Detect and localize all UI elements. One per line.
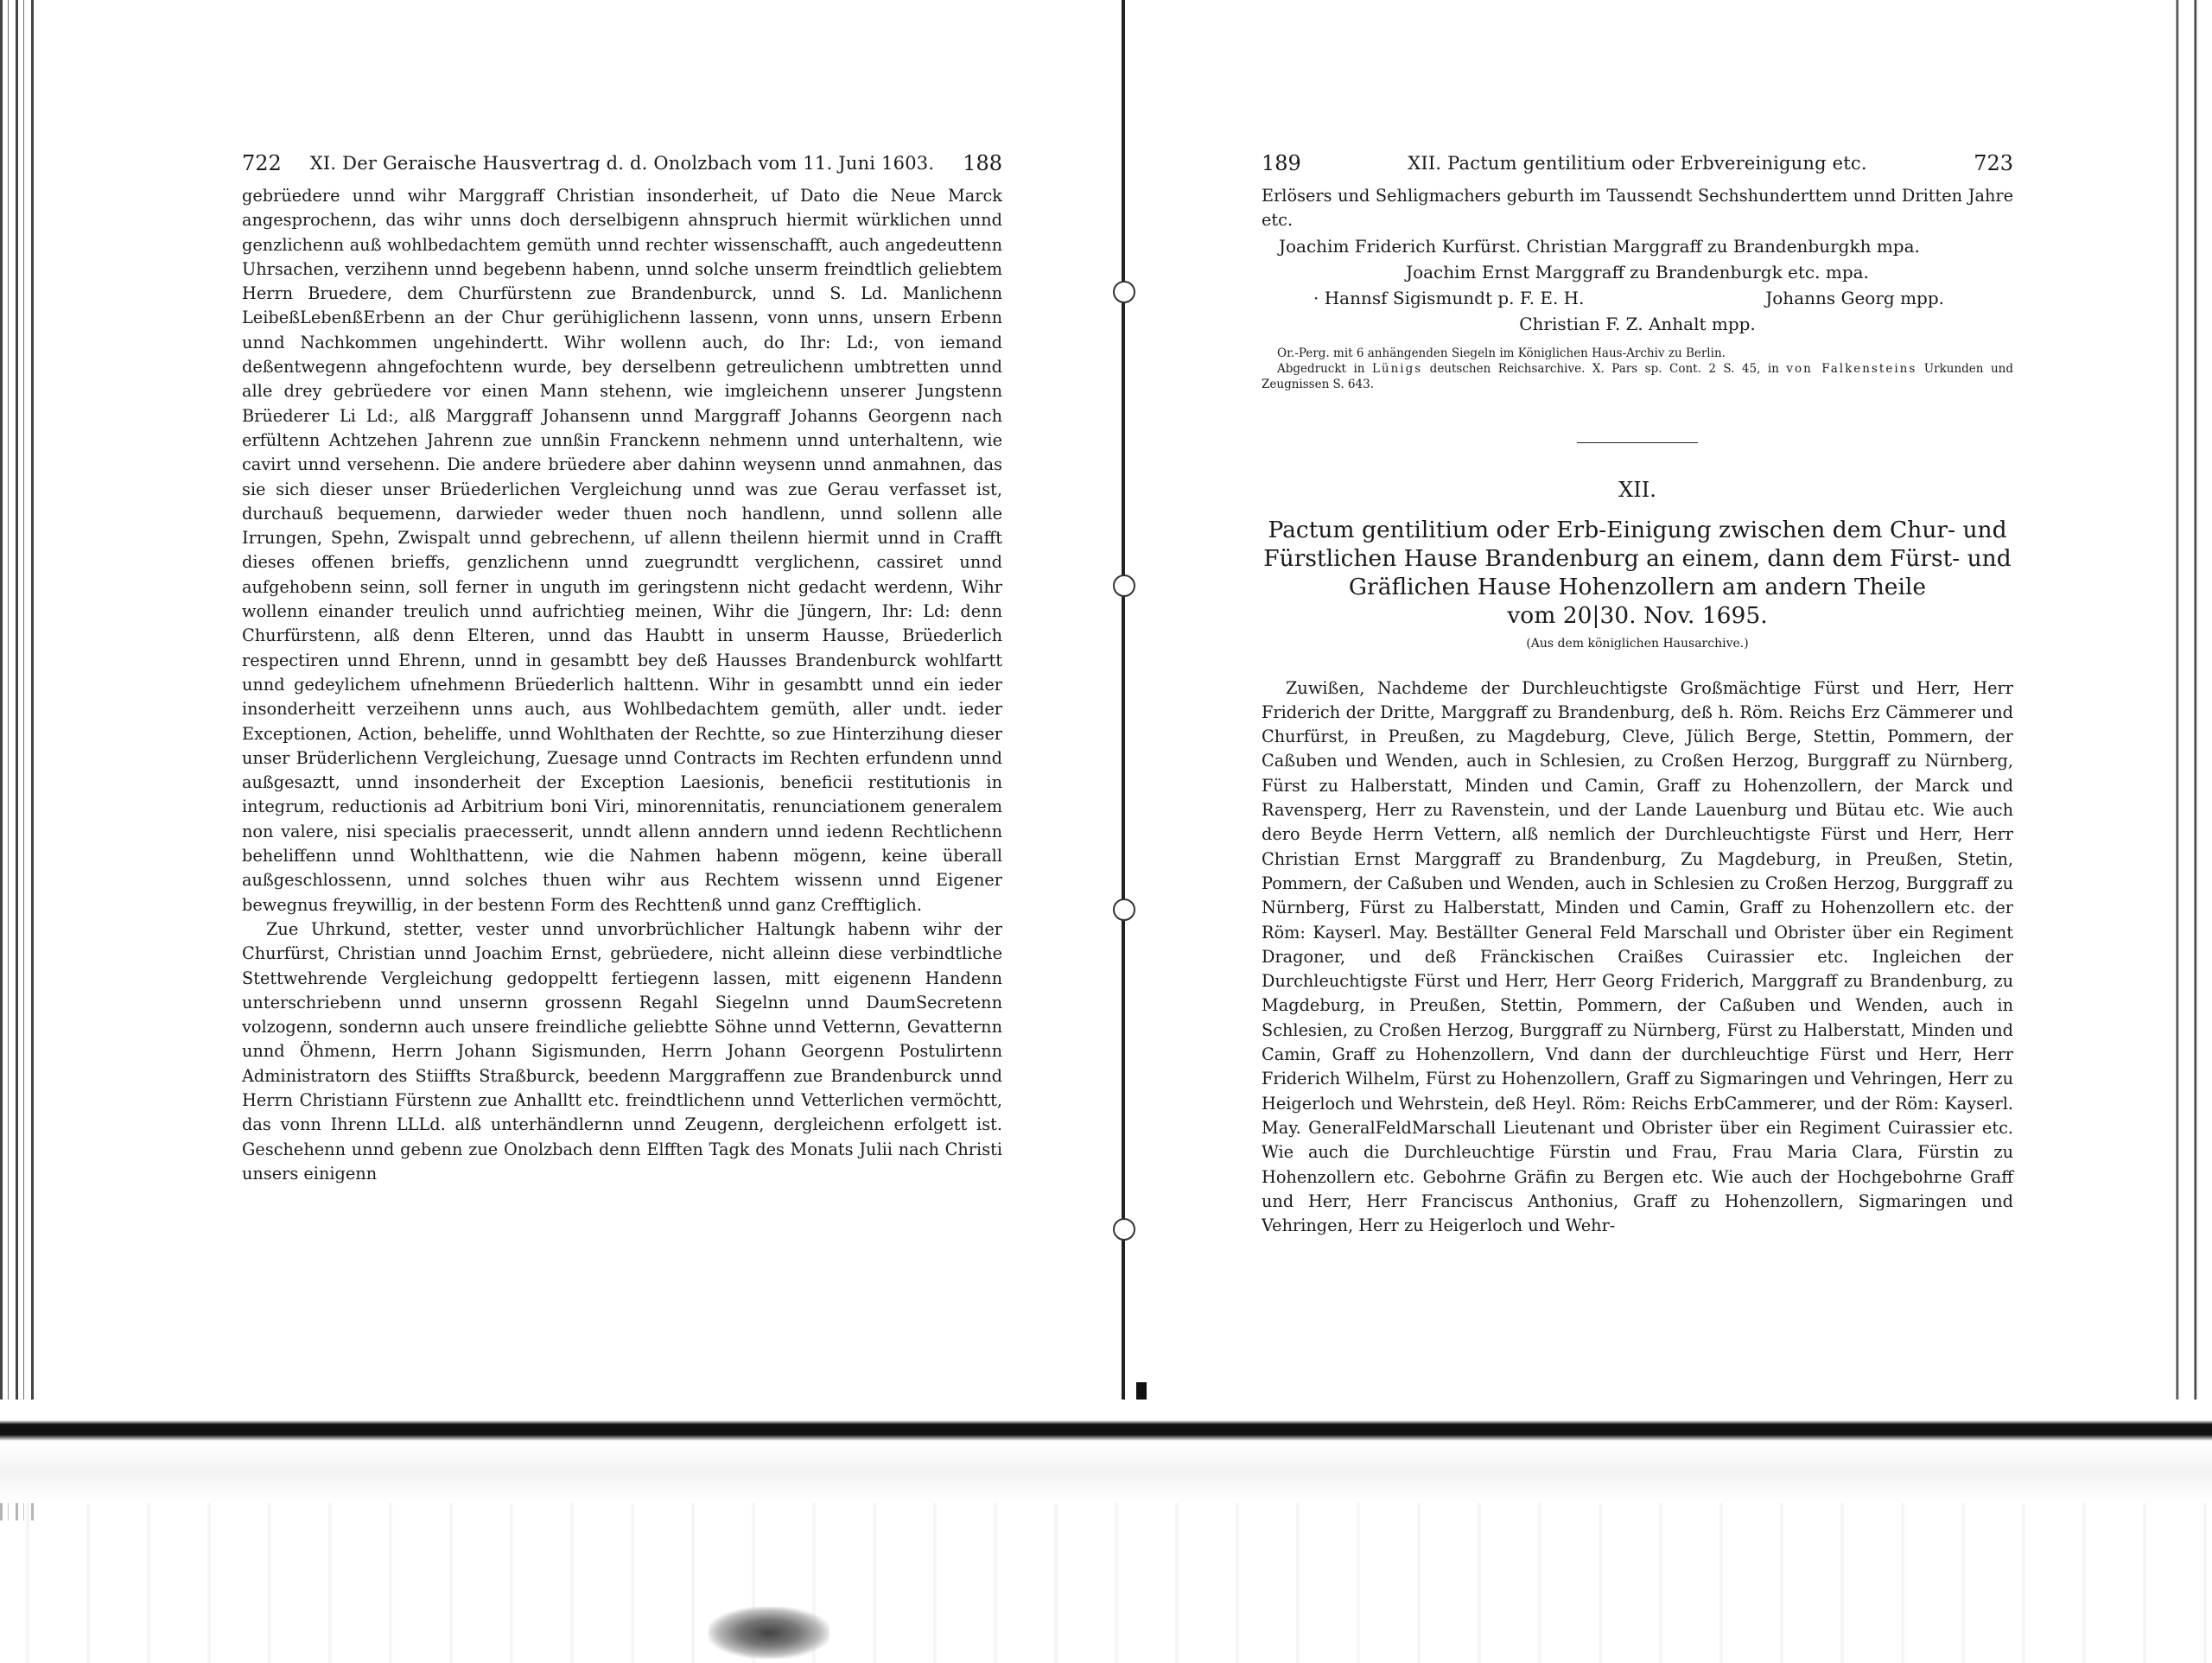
running-title: XI. Der Geraische Hausvertrag d. d. Onolzbach vom 11. Juni 1603. [309, 153, 935, 174]
page-number: 723 [1974, 151, 2013, 175]
note-text: Abgedruckt in [1277, 361, 1372, 376]
chapter-source: (Aus dem königlichen Hausarchive.) [1526, 636, 1749, 651]
signature-line [1262, 285, 2013, 311]
note-author: von Falkensteins [1786, 361, 1917, 376]
paragraph: Erlösers und Sehligmachers geburth im Taussendt Sechshunderttem unnd Dritten Jahre etc. [1262, 186, 2013, 231]
paragraph: Zuwißen, Nachdeme der Durchleuchtigste Großmächtige Fürst und Herr, Herr Friderich der Dritte, Marggraff zu Brandenburg, deß h. Röm. Reichs Erz Cämmerer und Churfürst, in Preußen, zu Magdeburg, Cleve, Jülich Berge, Stettin, Pommern, der Caßuben und Wenden, auch in Schlesien, zu Croßen Herzog, Burggraff zu Nürnberg, Fürst zu Halberstatt, Minden und Camin, Graff zu Hohenzollern, der Marck und Ravensperg, Herr zu Ravenstein, und der Lande Lauenburg und Bütau etc. Wie auch dero Beyde Herrn Vettern, alß nemlich der Durchleuchtigste Fürst und Herr, Herr Christian Ernst Marggraff zu Brandenburg, Zu Magdeburg, in Preußen, Stetin, Pommern, der Caßuben und Wenden, auch in Schlesien zu Croßen Herzog, Burggraff zu Nürnberg, Fürst zu Halberstatt, Minden und Camin, Graff zu Hohenzollern etc. der Röm: Kayserl. May. Beställter General Feld Marschall und Obrister über ein Regiment Dragoner, und deß Fränckischen Craißes Cuirassier etc. Ingleichen der Durchleuchtigste Fürst und Herr, Herr Georg Friderich, Marggraff zu Brandenburg, zu Magdeburg, in Preußen, Stettin, Pommern, der Caßuben und Wenden, auch in Schlesien, zu Croßen Herzog, Burggraff zu Nürnberg, Fürst zu Halberstatt, Minden und Camin, Graff zu Hohenzollern, Vnd dann der durchleuchtige Fürst und Herr, Herr Friderich Wilhelm, Fürst zu Hohenzollern, Graff zu Sigmaringen und Vehringen, Herr zu Heigerloch und Wehrstein, deß Heyl. Röm: Reichs ErbCammerer, und der Röm: Kayserl. May. GeneralFeldMarschall Lieutenant und Obrister über ein Regiment Cuirassier etc. Wie auch die Durchleuchtige Fürstin und Frau, Frau Maria Clara, Fürstin zu Hohenzollern etc. Gebohrne Gräfin zu Bergen etc. Wie auch der Hochgebohrne Graff und Herr, Herr Franciscus Anthonius, Graff zu Hohenzollern, Sigmaringen und Vehringen, Herr zu Heigerloch und Wehr- [1262, 677, 2013, 1236]
page-body [242, 184, 1002, 1186]
page-bottom-edge [0, 1400, 2212, 1503]
scan-background [0, 1503, 2212, 1663]
running-head [1262, 151, 2013, 184]
signature-block [1262, 233, 2013, 337]
note-text: deutschen Reichsarchive. X. Pars sp. Cont. 2 S. 45, in [1422, 361, 1787, 376]
binding-hole-icon [1113, 574, 1135, 597]
signature-line: Joachim Friderich Kurfürst. Christian Marggraff zu Brandenburgkh mpa. [1279, 235, 1920, 257]
chapter-title-line: Pactum gentilitium oder Erb-Einigung zwischen dem Chur- und [1268, 516, 2007, 543]
running-title: XII. Pactum gentilitium oder Erbvereinigung etc. [1408, 153, 1867, 174]
binding-hole-icon [1113, 1218, 1135, 1241]
book-gutter [1122, 0, 1125, 1469]
binding-hole-icon [1113, 898, 1135, 921]
signature: Johanns Georg mpp. [1765, 287, 1944, 308]
page-body [1262, 184, 2013, 233]
document-number: 188 [963, 151, 1002, 175]
note-line: Or.-Perg. mit 6 anhängenden Siegeln im Königlichen Haus-Archiv zu Berlin. [1277, 346, 1726, 360]
chapter-date: vom 20|30. Nov. 1695. [1507, 601, 1768, 629]
chapter-number: XII. [1618, 477, 1656, 502]
running-head [242, 151, 1002, 184]
left-page [242, 151, 1002, 1186]
signature-line: Joachim Ernst Marggraff zu Brandenburgk etc. mpa. [1406, 261, 1869, 282]
scan-smudge [709, 1607, 830, 1659]
paragraph: gebrüedere unnd wihr Marggraff Christian insonderheit, uf Dato die Neue Marck angesprochenn, das wihr unns doch derselbigenn ahnspruch hiermit würklichen unnd genzlichenn auß wohlbedachtem gemüth unnd rechter wissenschafft, auch angedeuttenn Uhrsachen, verzihenn unnd begebenn habenn, unnd solche unserm freindtlich geliebtem Herrn Bruedere, dem Churfürstenn zue Brandenburck, unnd S. Ld. Manlichenn LeibeßLebenßErbenn an der Chur gerühiglichenn lassenn, vonn unns, unsern Erbenn unnd Nachkommen ungehindertt. Wihr wollenn auch, do Ihr: Ld:, von iemand deßentwegenn ahngefochtenn wurde, bey derselbenn getreulichenn umbtretten unnd alle drey gebrüedere vor einen Mann stehenn, wie imgleichenn unserer Jungstenn Brüederer Li Ld:, alß Marggraff Johansenn unnd Marggraff Johanns Georgenn nach erfültenn Achtzehen Jahrenn zue unnßin Franckenn nehmenn unnd unterhaltenn, wie cavirt unnd versehenn. Die andere brüedere aber dahinn weysenn unnd anmahnen, das sie sich dieser unser Brüederlichen Vergleichung unnd was zue Gerau verfasset ist, durchauß bequemenn, darwieder weder thuen noch handlenn, unnd sollenn alle Irrungen, Spehn, Zwispalt unnd gebrechenn, uf allenn theilenn hiermit unnd in Crafft dieses offenen brieffs, genzlichenn unnd zuegrundtt verglichenn, cassiret unnd aufgehobenn seinn, soll ferner in unguth im geringstenn nicht gedacht werdenn, Wihr wollenn einander treulich unnd aufrichtieg meinen, Wihr die Jüngern, Ihr: Ld: denn Churfürstenn, alß denn Elteren, unnd das Haubtt in unserm Hausse, Brüederlich respectiren unnd Ehrenn, unnd in gesambtt bey deß Hausses Brandenburck wohlfartt unnd gedeylichem ufnehmenn Brüederlich halttenn. Wihr in gesambtt unnd ein ieder insonderheitt verzeihenn unns auch, aus Wohlbedachtem gemüth, aller undt. ieder Exceptionen, Action, beheliffe, unnd Wohlthaten der Rechtte, so zue Hinterzihung dieser unser Brüderlichenn Vergleichung, Zuesage unnd Contracts im Rechten erfundenn unnd außgesaztt, unnd insonderheit der Exception Laesionis, beneficii restitutionis in integrum, reductionis ad Arbitrium boni Viri, minorennitatis, renunciationem generalem non valere, nisi specialis praecesserit, unndt allenn anndern unnd iedenn Rechtlichenn beheliffenn unnd Wohlthattenn, wie die Nahmen habenn mögenn, keine überall außgeschlossenn, unnd solches thuen wihr aus Rechtem wissenn unnd Eigener bewegnus freywillig, in der bestenn Form des Rechttenß unnd ganz Crefftiglich. [242, 186, 1002, 915]
note-text: Urkunden und Zeugnissen S. 643. [1262, 361, 2013, 391]
source-note [1262, 346, 2013, 392]
binding-hole-icon [1113, 281, 1135, 303]
signature-line: Christian F. Z. Anhalt mpp. [1519, 313, 1756, 334]
page-number: 722 [242, 151, 282, 175]
chapter-title-line: Gräflichen Hause Hohenzollern am andern Theile [1348, 573, 1927, 600]
page-body [1262, 676, 2013, 1239]
right-page-edge [2152, 0, 2212, 1503]
chapter-title-line: Fürstlichen Hause Brandenburg an einem, dann dem Fürst- und [1263, 544, 2012, 572]
left-page-edge [0, 0, 35, 1520]
note-line [1262, 361, 2013, 392]
paragraph: Zue Uhrkund, stetter, vester unnd unvorbrüchlicher Haltungk habenn wihr der Churfürst, Christian unnd Joachim Ernst, gebrüedere, nicht alleinn diese verbindtliche Stettwehrende Vergleichung gedoppeltt fertiegenn lassen, mitt eigenenn Handenn unterschriebenn unnd unsernn grossenn Regahl Siegelnn unnd DaumSecretenn volzogenn, sondernn auch unsere freindliche geliebtte Söhne unnd Vetternn, Gevatternn unnd Öhmenn, Herrn Johann Sigismunden, Herrn Johann Georgenn Postulirtenn Administratorn des Stiiffts Straßburck, beedenn Marggraffenn zue Brandenburck unnd Herrn Christiann Fürstenn zue Anhalltt etc. freindtlichenn unnd Vetterlichen vermöchtt, das vonn Ihrenn LLLd. alß unterhändlernn unnd Zeugenn, dergleichenn erfolgett ist. Geschehenn unnd gebenn zue Onolzbach denn Elfften Tagk des Monats Julii nach Christi unsers einigenn [242, 918, 1002, 1184]
section-divider [1577, 442, 1698, 443]
right-page [1262, 151, 2013, 1238]
signature: · Hannsf Sigismundt p. F. E. H. [1313, 287, 1585, 308]
document-number: 189 [1262, 151, 1301, 175]
note-author: Lünigs [1371, 361, 1423, 376]
